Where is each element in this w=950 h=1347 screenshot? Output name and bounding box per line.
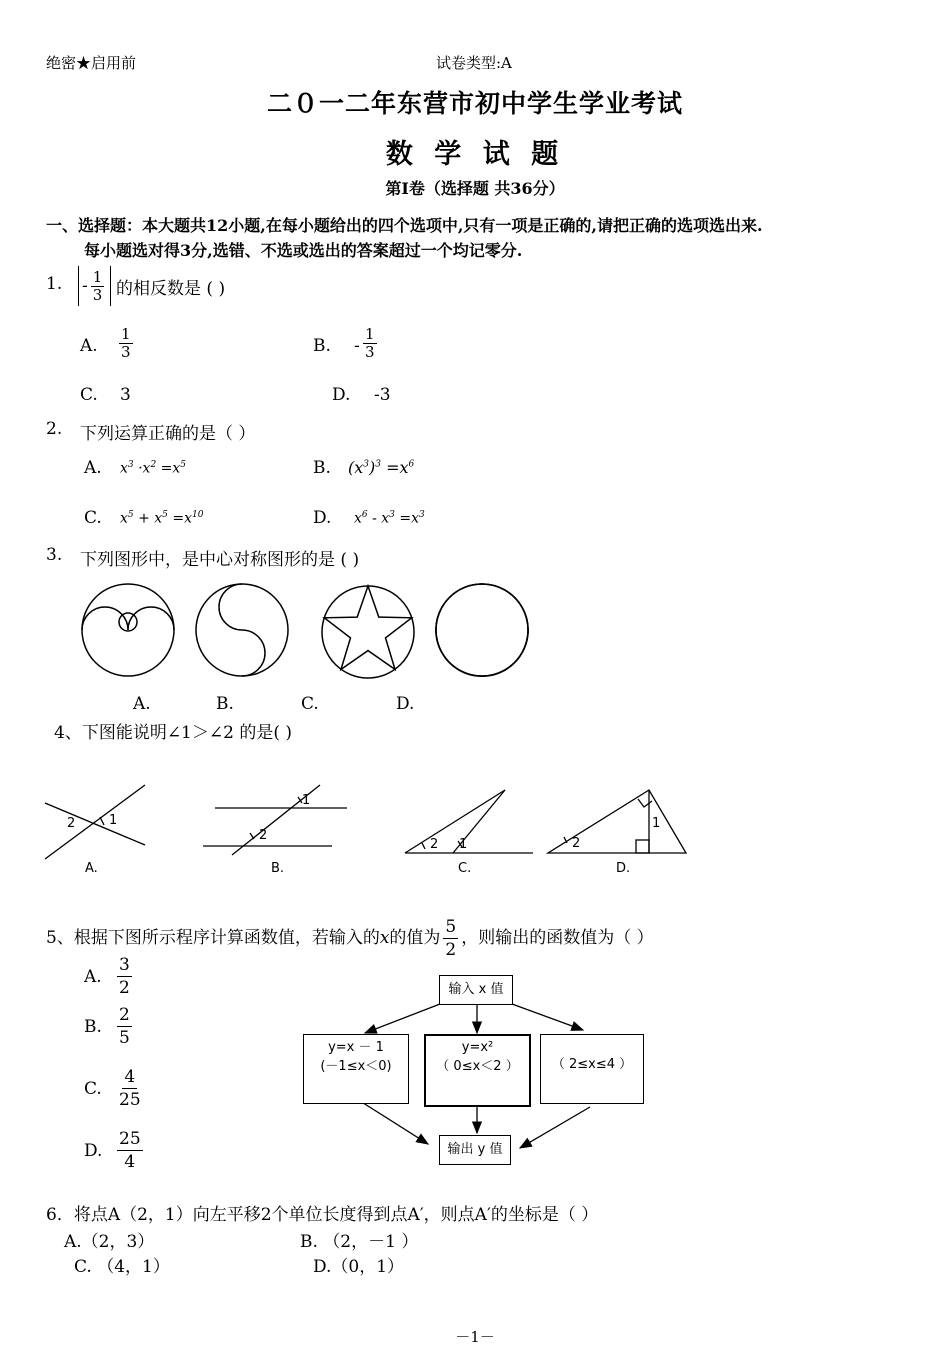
exam-subject: 数 学 试 题	[385, 139, 565, 170]
q5-option-a-label: A.	[84, 967, 102, 987]
q1-option-b-fraction: $\frac{1}{3}$	[365, 325, 375, 361]
q5-option-c-fraction: $\frac{4}{25}$	[119, 1067, 141, 1110]
q4-d-angle1: 1	[652, 816, 661, 831]
q5-option-a-fraction: $\frac{3}{2}$	[119, 955, 130, 998]
q4-label-a: A.	[85, 861, 98, 876]
q4-d-angle2: 2	[572, 836, 581, 851]
q2-stem: 下列运算正确的是（ ）	[80, 424, 256, 444]
q5-input-fraction: $\frac{5}{2}$	[445, 917, 457, 960]
q3-figure-d	[436, 584, 528, 676]
q3-figure-c	[322, 586, 414, 678]
flow-branch-2: y=x² （ 0≤x＜2 ）	[424, 1034, 531, 1107]
q6-option-b: B. （2，－1 ）	[300, 1232, 419, 1252]
q2-option-a-label: A.	[84, 458, 102, 478]
flow-branch-1: y=x － 1 (－1≤x＜0)	[303, 1034, 409, 1104]
confidential-label: 绝密★启用前	[46, 54, 137, 72]
q2-option-c-expr: $x^5 + x^5 =x^{10}$	[120, 510, 204, 527]
q3-label-d: D.	[396, 694, 415, 714]
q4-c-angle2: 2	[430, 837, 439, 852]
q3-label-a: A.	[133, 694, 151, 714]
q2-option-a-expr: $x^3 \cdot x^2 =x^5$	[120, 460, 186, 477]
q3-label-c: C.	[301, 694, 319, 714]
instructions-line2: 每小题选对得3分,选错、不选或选出的答案超过一个均记零分.	[84, 241, 523, 260]
q3-stem: 下列图形中，是中心对称图形的是 ( )	[80, 550, 360, 570]
page-number: －1－	[455, 1328, 495, 1346]
q1-abs-expression	[78, 266, 111, 306]
q2-option-c-label: C.	[84, 508, 102, 528]
q1-option-a-fraction: $\frac{1}{3}$	[121, 325, 131, 361]
q4-b-angle1: 1	[302, 793, 311, 808]
q3-figure-a	[82, 584, 174, 676]
q1-stem: 的相反数是 ( )	[116, 279, 226, 299]
q4-b-angle2: 2	[259, 828, 268, 843]
q2-number: 2.	[46, 419, 63, 439]
q4-label-c: C.	[458, 861, 472, 876]
q6-stem: 6．将点A（2，1）向左平移2个单位长度得到点A′，则点A′的坐标是（ ）	[46, 1205, 599, 1225]
q1-fraction: $\frac{1}{3}$	[92, 267, 103, 304]
q4-a-angle1: 1	[109, 813, 118, 828]
exam-title: 二０一二年东营市初中学生学业考试	[266, 89, 683, 118]
q4-c-angle1: 1	[459, 837, 468, 852]
flow-branch-3: （ 2≤x≤4 ）	[540, 1034, 644, 1104]
q2-option-d-label: D.	[313, 508, 332, 528]
q5-stem-pre: 5、根据下图所示程序计算函数值，若输入的x的值为 $\frac{5}{2}$ ，则输出的函数值为（ ）	[46, 917, 654, 960]
q2-option-d-expr: $x^6 - x^3 =x^3$	[354, 510, 425, 527]
q1-option-a-label: A.	[80, 336, 98, 356]
q1-option-b-label: B.	[313, 336, 331, 356]
q1-option-d-value: -3	[374, 385, 391, 405]
q5-option-c-label: C.	[84, 1079, 102, 1099]
q3-figure-b	[196, 584, 288, 676]
q1-minus: -	[82, 276, 88, 296]
q1-option-c-value: 3	[120, 385, 131, 405]
flow-output-box: 输出 y 值	[439, 1135, 511, 1165]
q6-option-c: C. （4，1）	[74, 1257, 170, 1277]
q4-figures	[40, 775, 700, 860]
q3-figures	[78, 580, 538, 680]
instructions-line1: 一、选择题：本大题共12小题,在每小题给出的四个选项中,只有一项是正确的,请把正确的选项选出来.	[46, 216, 763, 235]
q1-option-c-label: C.	[80, 385, 98, 405]
paper-type-label: 试卷类型:A	[436, 54, 512, 72]
flow-input-box: 输入 x 值	[439, 975, 513, 1005]
q4-a-angle2: 2	[67, 816, 76, 831]
q1-option-d-label: D.	[332, 385, 351, 405]
q3-number: 3.	[46, 545, 63, 565]
q1-option-b-sign: -	[354, 336, 360, 356]
q2-option-b-expr: $(x^3)^3 =x^6$	[348, 458, 415, 477]
q5-option-d-fraction: $\frac{25}{4}$	[119, 1129, 141, 1172]
q4-label-d: D.	[616, 861, 631, 876]
q3-label-b: B.	[216, 694, 234, 714]
q4-label-b: B.	[271, 861, 285, 876]
q5-option-d-label: D.	[84, 1141, 103, 1161]
q4-stem: 4、下图能说明∠1＞∠2 的是( )	[54, 723, 293, 743]
q5-option-b-label: B.	[84, 1017, 102, 1037]
section-title: 第Ⅰ卷（选择题 共36分）	[385, 179, 565, 198]
q2-option-b-label: B.	[313, 458, 331, 478]
q5-option-b-fraction: $\frac{2}{5}$	[119, 1005, 130, 1048]
q1-number: 1.	[46, 274, 63, 294]
q6-option-a: A.（2，3）	[64, 1232, 155, 1252]
q6-option-d: D.（0，1）	[313, 1257, 405, 1277]
